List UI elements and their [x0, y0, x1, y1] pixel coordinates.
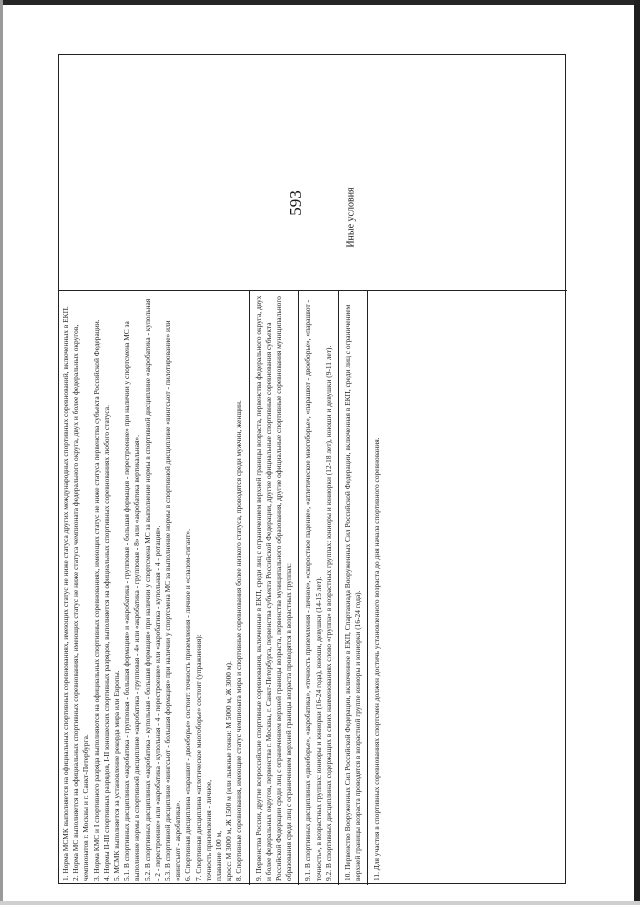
page-number-text: 593	[286, 190, 305, 216]
condition-item: 7. Спортивная дисциплина «атлетическое многоборье» состоит (упражнения):	[193, 634, 203, 881]
condition-item: 5. МСМК выполняется за установление рекорда мира или Европы.	[112, 670, 122, 881]
scan-left-edge	[0, 0, 3, 905]
condition-item: 10. Первенство Вооруженных Сил Российской Федерации, включенное в ЕКП, Спартакиада Вооруженных Сил Российской Федерации, включенная в ЕКП, среди лиц с ограничением верхней границы возраста проводятся в возрастной группе юниоры и юниорки (16-24 года).	[343, 304, 363, 881]
conditions-table	[58, 54, 566, 884]
condition-item: 5.1. В спортивных дисциплинах «акробатика - групповая - большая формация» и «акробатика - групповая - большая формация - перестроение» при наличии у спортсмена МС за выполнение нормы в спортивной дисциплине «акробатика - групповая - 4» или «акробатика - групповая - 8» или «акробатика вертикальная».	[122, 321, 142, 881]
row-divider	[367, 291, 368, 885]
column-header	[346, 187, 357, 248]
scan-top-edge	[0, 0, 640, 5]
rotated-content	[59, 291, 565, 885]
content-cell	[59, 291, 567, 885]
condition-item: 8. Спортивные соревнования, имеющие статус чемпионата мира и спортивные соревнования более низкого статуса, проводятся среди мужчин, женщин.	[234, 400, 244, 881]
column-header-cell	[59, 55, 567, 291]
condition-item: 5.2. В спортивных дисциплинах «акробатика - купольная - большая формация» при наличии у спортсмена МС за выполнение нормы в спортивной дисциплине «акробатика - купольная - 2 - перестроение» или «акробатика - купольная - 4 - перестроение» или «акробатика - купольная - 4 - ротация».	[142, 298, 162, 881]
column-header-text: Иные условия	[346, 187, 357, 248]
condition-item: 5.3. В спортивной дисциплине «вингсьют - большая формация» при наличии у спортсмена МС за выполнение нормы в спортивной дисциплине «вингсьют - пилотирование» или «вингсьют - акробатика».	[163, 320, 183, 881]
condition-item: точность приземления - личное,	[203, 779, 213, 881]
condition-item: плавание 100 м,	[214, 830, 224, 881]
scan-bottom-edge	[0, 901, 640, 905]
condition-item: 2. Норма МС выполняется на официальных спортивных соревнованиях, имеющих статус не ниже статуса чемпионата федерального округа, двух и более федеральных округов, чемпионатов г. Москвы и г. Санкт-Петербурга.	[71, 324, 91, 881]
condition-item: 3. Норма КМС и I спортивного разряда выполняются на официальных спортивных соревнованиях, имеющих статус не ниже статуса первенства субъекта Российской Федерации.	[91, 319, 101, 881]
row-divider	[338, 291, 339, 885]
condition-item: 11. Для участия в спортивных соревнованиях спортсмен должен достичь установленного возраста до дня начала спортивного соревнования.	[372, 437, 382, 881]
condition-item: 6. Спортивная дисциплина «парашют - двоеборье» состоит: точность приземления - личное и «слалом-гигант».	[183, 529, 193, 881]
row-divider	[249, 291, 250, 885]
condition-item: 1. Норма МСМК выполняется на официальных спортивных соревнованиях, имеющих статус не ниже статуса других международных спортивных соревнований, включенных в ЕКП.	[61, 306, 70, 881]
condition-item: 4. Нормы II-III спортивных разрядов, I-II юношеских спортивных разрядов, выполняется на официальных спортивных соревнованиях любого статуса.	[101, 405, 111, 881]
condition-item: 9. Первенства России, другие всероссийские спортивные соревнования, включенные в ЕКП, среди лиц с ограничением верхней границы возраста, первенства федерального округа, двух и более федеральных округов, первенства г. Москвы, г. Санкт-Петербурга, первенства субъекта Российской Федерации, другие официальные спортивные соревнования субъекта Российской Федерации среди лиц с ограничением верхней границы возраста, первенства муниципального образования, другие официальные спортивные соревнования муниципального образования среди лиц с ограничением верхней границы возраста проводятся в возрастных группах:	[253, 295, 294, 881]
row-divider	[298, 291, 299, 885]
condition-item: кросс: М 3000 м, Ж 1500 м (или лыжные гонки: М 5000 м, Ж 3000 м).	[224, 661, 234, 881]
condition-item: 9.2. В спортивных дисциплинах содержащих в своих наименованиях слово «группа» в возрастных группах: юниоры и юниорки (12-18 лет), юноши и девушки (9-11 лет).	[323, 345, 333, 881]
condition-item: 9.1. В спортивных дисциплинах «двоеборье», «акробатика», «точность приземления - личное», «скоростное падение», «атлетическое многоборье», «парашют - двоеборье», «парашют - точность», в возрастных группах: юниоры и юниорки (16-24 года), юноши, девушки (14-15 лет).	[303, 299, 323, 881]
scan-right-edge	[634, 0, 640, 905]
